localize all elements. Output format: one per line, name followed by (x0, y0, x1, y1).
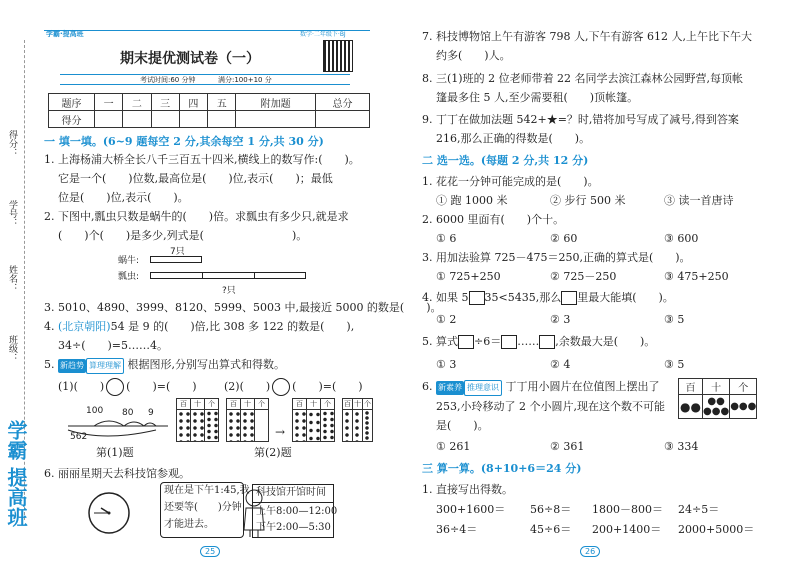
brand-left: 学霸·提高班 (46, 30, 84, 38)
c6-option-b[interactable]: ② 361 (550, 440, 585, 453)
calc-r1-2: 56÷8＝ (530, 503, 572, 516)
q5-caption-1: 第(1)题 (96, 446, 134, 459)
q5-tag-trend: 新趋势 (58, 359, 86, 373)
abacus-cell (255, 410, 269, 442)
q4-line1: 4. (北京朝阳)54 是 9 的( )倍,比 308 多 122 的数是( ), (44, 320, 355, 333)
circle-blank[interactable] (272, 378, 290, 396)
abacus-head: 个 (205, 399, 219, 410)
score-table (48, 93, 370, 128)
c5-option-c[interactable]: ③ 5 (664, 358, 685, 371)
bubble-line3: 才能进去。 (164, 519, 214, 530)
side-brand: 学霸 提高班 (4, 420, 28, 527)
abacus-cell (343, 410, 353, 442)
c1-option-a[interactable]: ① 跑 1000 米 (436, 194, 508, 207)
score-head-3: 三 (151, 94, 179, 111)
pv-cell-hundreds: ●● (679, 395, 703, 419)
c6-place-value-chart (678, 378, 757, 419)
abacus-cell (307, 410, 321, 442)
q5-tag-reason: 算理理解 (86, 358, 124, 374)
c5-option-a[interactable]: ① 3 (436, 358, 457, 371)
hours-divider (252, 502, 334, 503)
abacus-cell (177, 410, 191, 442)
calc-r1-1: 300+1600＝ (436, 503, 506, 516)
q5-label-100: 100 (86, 406, 104, 416)
c4-q-pre: 4. 如果 5 (422, 291, 469, 304)
abacus-head: 百 (293, 399, 307, 410)
c5-blank-box[interactable] (458, 335, 474, 349)
score-head-0: 题序 (49, 94, 95, 111)
c1-option-b[interactable]: ② 步行 500 米 (550, 194, 626, 207)
q5-abacus-3 (292, 398, 335, 442)
q5-text: 根据图形,分别写出算式和得数。 (127, 358, 285, 371)
q2-line2: ( )个( )是多少,列式是( )。 (58, 229, 308, 242)
calc-r2-2: 45÷6＝ (530, 523, 572, 536)
q4-source-tag: (北京朝阳) (58, 320, 111, 333)
pv-head: 百 (679, 379, 703, 395)
q2-top-label: 7只 (170, 247, 185, 257)
calc-r2-3: 200+1400＝ (592, 523, 662, 536)
calc-r1-3: 1800－800＝ (592, 503, 663, 516)
c5-option-b[interactable]: ② 4 (550, 358, 571, 371)
c6-number: 6. (422, 380, 433, 393)
score-head-4: 四 (179, 94, 207, 111)
c4-option-c[interactable]: ③ 5 (664, 313, 685, 326)
c6-option-c[interactable]: ③ 334 (664, 440, 699, 453)
q7-line1: 7. 科技博物馆上午有游客 798 人,下午有游客 612 人,上午比下午大 (422, 30, 752, 43)
c6-tag-reasoning: 推理意识 (464, 380, 502, 396)
section3-title: 三 算一算。(8+10+6＝24 分) (422, 462, 582, 475)
c6-line3: 是( )。 (436, 419, 489, 432)
pv-cell-ones: ●●● (730, 395, 757, 419)
calc-r2-1: 36÷4＝ (436, 523, 478, 536)
side-strip (0, 0, 30, 566)
abacus-cell (191, 410, 205, 442)
c6-line2: 253,小玲移动了 2 个小圆片,现在这个数不可能 (436, 400, 665, 413)
q7-line2: 约多( )人。 (436, 49, 511, 62)
q5-label-80: 80 (122, 408, 134, 418)
q5-abacus-4 (342, 398, 373, 442)
info-bar (60, 74, 350, 85)
q9-line2: 216,那么正确的得数是( )。 (436, 132, 591, 145)
c3-option-c[interactable]: ③ 475+250 (664, 270, 729, 283)
score-head-5: 五 (208, 94, 236, 111)
q5-eq1: (1)( ) ( )=( ) (58, 378, 197, 396)
q1-line3: 位是( )位,表示( )。 (58, 191, 189, 204)
side-label-score: 得分： (7, 130, 17, 157)
score-cell[interactable] (236, 111, 316, 128)
c5-q-mid2: …… (517, 335, 540, 348)
page-title: 期末提优测试卷（一） (120, 51, 260, 67)
q1-line1: 1. 上海杨浦大桥全长八千三百五十四米,横线上的数写作:( )。 (44, 153, 360, 166)
bubble-line2: 还要等( )分钟 (164, 502, 242, 513)
abacus-head: 十 (191, 399, 205, 410)
q2-snail-bar (150, 256, 202, 263)
q1-line2: 它是一个( )位数,最高位是( )位,表示( )；最低 (58, 172, 333, 185)
qr-code (323, 40, 353, 72)
abacus-cell (227, 410, 241, 442)
abacus-head: 十 (354, 400, 361, 408)
c4-blank-box[interactable] (561, 291, 577, 305)
c6-line1 (422, 380, 660, 396)
c2-option-a[interactable]: ① 6 (436, 232, 457, 245)
c3-option-a[interactable]: ① 725+250 (436, 270, 501, 283)
q6-line1: 6. 丽丽星期天去科技馆参观。 (44, 467, 190, 480)
c3-question: 3. 用加法验算 725－475＝250,正确的算式是( )。 (422, 251, 691, 264)
section1-title: 一 填一填。(6~9 题每空 2 分,其余每空 1 分,共 30 分) (44, 135, 324, 148)
circle-blank[interactable] (106, 378, 124, 396)
right-page (400, 0, 800, 566)
hours-am: 上午8:00—12:00 (256, 506, 338, 517)
calc-title: 1. 直接写出得数。 (422, 483, 513, 496)
q5-eq2-suffix: )=( ) (318, 380, 363, 393)
q2-beetle-label: 瓢虫: (118, 272, 140, 282)
page-number-right: 26 (580, 546, 600, 557)
c2-option-b[interactable]: ② 60 (550, 232, 578, 245)
q5-eq2: (2)( ) ( )=( ) (224, 378, 363, 396)
abacus-cell (363, 410, 373, 442)
c1-option-c[interactable]: ③ 读一首唐诗 (664, 194, 734, 207)
score-cell[interactable] (179, 111, 207, 128)
score-head-2: 二 (123, 94, 151, 111)
hours-pm: 下午2:00—5:30 (256, 522, 331, 533)
score-row-label: 得分 (49, 111, 95, 128)
c6-option-a[interactable]: ① 261 (436, 440, 471, 453)
c5-q-pre: 5. 算式 (422, 335, 458, 348)
abacus-cell (293, 410, 307, 442)
c3-option-b[interactable]: ② 725－250 (550, 270, 617, 283)
pv-cell-tens: ●● ●●● (703, 395, 730, 417)
score-head-7: 总分 (316, 94, 370, 111)
q5-label-562: 562 (70, 432, 88, 442)
abacus-head: 十 (241, 399, 255, 410)
side-label-class: 班级： (7, 335, 17, 362)
full-score: 满分:100+10 分 (218, 76, 272, 84)
page-number-left: 25 (200, 546, 220, 557)
abacus-head: 个 (321, 399, 335, 410)
q2-beetle-bar (150, 272, 306, 279)
q5-label-9: 9 (148, 408, 154, 418)
pv-head: 个 (730, 379, 757, 395)
exam-time: 考试时间:60 分钟 (140, 76, 196, 84)
score-cell[interactable] (208, 111, 236, 128)
clock-icon (86, 490, 132, 536)
bubble-line1: 现在是下午1:45,我 (164, 485, 250, 496)
abacus-head: 个 (255, 399, 269, 410)
abacus-head: 十 (307, 399, 321, 410)
c5-question (422, 335, 655, 349)
q5-number: 5. (44, 358, 55, 371)
q2-snail-label: 蜗牛: (118, 256, 140, 266)
section2-title: 二 选一选。(每题 2 分,共 12 分) (422, 154, 589, 167)
c5-q-post: ,余数最大是( )。 (555, 335, 656, 348)
q2-bottom-label: ?只 (222, 286, 236, 296)
q5-eq2-prefix: (2)( ) (224, 380, 271, 393)
abacus-cell (353, 410, 363, 442)
c2-question: 2. 6000 里面有( )个十。 (422, 213, 565, 226)
q5-caption-2: 第(2)题 (254, 446, 292, 459)
q5-eq1-prefix: (1)( ) (58, 380, 105, 393)
calc-r2-4: 2000+5000＝ (678, 523, 755, 536)
score-head-1: 一 (95, 94, 123, 111)
abacus-cell (321, 410, 335, 442)
score-cell[interactable] (151, 111, 179, 128)
score-cell[interactable] (316, 111, 370, 128)
series-right: 数学·二年级下·BJ (300, 31, 346, 38)
abacus-head: 个 (364, 400, 371, 408)
calc-r1-4: 24÷5＝ (678, 503, 720, 516)
score-head-6: 附加题 (236, 94, 316, 111)
q5-arrow: → (275, 425, 286, 439)
score-cell[interactable] (123, 111, 151, 128)
c2-option-c[interactable]: ③ 600 (664, 232, 699, 245)
q8-line1: 8. 三(1)班的 2 位老师带着 22 名同学去滨江森林公园野营,每顶帐 (422, 72, 744, 85)
abacus-head: 百 (177, 399, 191, 410)
c6-text: 丁丁用小圆片在位值图上摆出了 (505, 380, 660, 393)
c5-q-mid1: ÷6＝ (474, 335, 502, 348)
q2-line1: 2. 下图中,瓢虫只数是蜗牛的( )倍。求瓢虫有多少只,就是求 (44, 210, 349, 223)
c4-option-a[interactable]: ① 2 (436, 313, 457, 326)
q5-eq1-suffix: )=( ) (152, 380, 197, 393)
c5-blank-box[interactable] (539, 335, 555, 349)
side-label-student-no: 学号： (7, 200, 17, 227)
q4-text: 54 是 9 的( )倍,比 308 多 122 的数是( ), (110, 320, 355, 333)
c4-q-post: 里最大能填( )。 (577, 291, 674, 304)
hours-title: 科技馆开馆时间 (256, 487, 326, 498)
c4-q-mid: 35<5435,那么 (484, 291, 562, 304)
abacus-head: 百 (227, 399, 241, 410)
abacus-head: 百 (344, 400, 351, 408)
q5-line1 (44, 358, 285, 374)
q8-line2: 篷最多住 5 人,至少需要租( )顶帐篷。 (436, 91, 639, 104)
c4-option-b[interactable]: ② 3 (550, 313, 571, 326)
score-cell[interactable] (95, 111, 123, 128)
abacus-cell (241, 410, 255, 442)
c1-question: 1. 花花一分钟可能完成的是( )。 (422, 175, 599, 188)
q5-abacus-1 (176, 398, 219, 442)
c6-tag-literacy: 新素养 (436, 381, 464, 395)
abacus-cell (205, 410, 219, 442)
q3-line1: 3. 5010、4890、3999、8120、5999、5003 中,最接近 5000 的数是( )。 (44, 301, 442, 314)
c5-blank-box[interactable] (501, 335, 517, 349)
c4-blank-box[interactable] (469, 291, 485, 305)
side-label-name: 姓名： (7, 265, 17, 292)
q5-abacus-2 (226, 398, 269, 442)
pv-head: 十 (703, 379, 730, 395)
q9-line1: 9. 丁丁在做加法题 542+★=？时,错将加号写成了减号,得到答案 (422, 113, 739, 126)
q4-line2: 34÷( )=5……4。 (58, 339, 169, 352)
c4-question (422, 291, 674, 305)
